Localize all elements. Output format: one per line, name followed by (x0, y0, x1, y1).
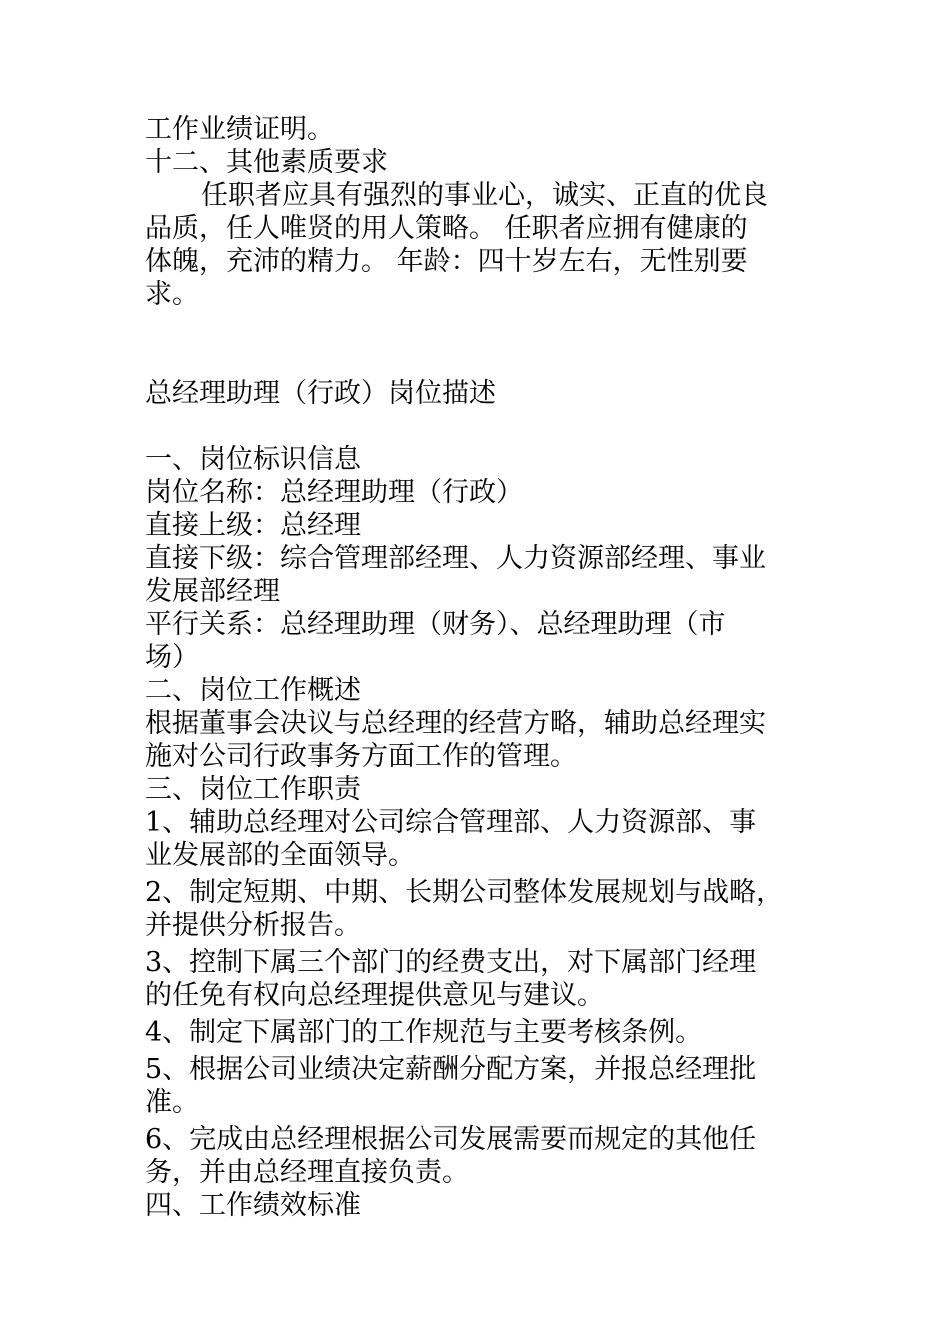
info-line: 直接上级：总经理 (145, 510, 361, 541)
duty-item (145, 1123, 835, 1189)
info-line: 发展部经理 (145, 576, 280, 607)
section-1-heading: 一、岗位标识信息 (145, 444, 361, 475)
duty-line: 5、根据公司业绩决定薪酬分配方案，并报总经理批 (145, 1054, 757, 1085)
duty-line: 6、完成由总经理根据公司发展需要而规定的其他任 (145, 1124, 757, 1155)
overview-line: 根据董事会决议与总经理的经营方略，辅助总经理实 (145, 708, 766, 739)
duty-item (145, 946, 835, 1012)
duty-line: 2、制定短期、中期、长期公司整体发展规划与战略， (145, 877, 784, 908)
duty-item (145, 1053, 835, 1119)
section-1-body (145, 476, 835, 674)
duty-item (145, 806, 835, 872)
section-4-heading: 四、工作绩效标准 (145, 1190, 361, 1221)
duty-line: 1、辅助总经理对公司综合管理部、人力资源部、事 (145, 807, 757, 838)
duty-line: 准。 (145, 1087, 199, 1118)
paragraph-line: 任职者应具有强烈的事业心，诚实、正直的优良 (201, 180, 768, 211)
paragraph-line: 品质，任人唯贤的用人策略。 任职者应拥有健康的 (145, 213, 748, 244)
section-12-paragraph (145, 179, 835, 311)
paragraph-line: 体魄，充沛的精力。 年龄：四十岁左右，无性别要 (145, 246, 748, 277)
duty-item (145, 876, 835, 942)
duty-line: 的任免有权向总经理提供意见与建议。 (145, 980, 604, 1011)
info-line: 平行关系：总经理助理（财务）、总经理助理（市 (145, 609, 726, 640)
document-page (145, 113, 835, 1222)
duty-line: 业发展部的全面领导。 (145, 840, 415, 871)
prev-section-tail-line: 工作业绩证明。 (145, 114, 334, 145)
duty-line: 3、控制下属三个部门的经费支出，对下属部门经理 (145, 947, 757, 978)
section-12-heading: 十二、其他素质要求 (145, 147, 388, 178)
info-line: 岗位名称：总经理助理（行政） (145, 477, 523, 508)
blank-space (145, 311, 835, 377)
section-2-heading: 二、岗位工作概述 (145, 675, 361, 706)
info-line: 直接下级：综合管理部经理、人力资源部经理、事业 (145, 543, 766, 574)
document-title: 总经理助理（行政）岗位描述 (145, 378, 496, 409)
duty-line: 并提供分析报告。 (145, 910, 361, 941)
duties-list (145, 806, 835, 1189)
duty-item (145, 1016, 835, 1049)
overview-line: 施对公司行政事务方面工作的管理。 (145, 741, 577, 772)
duty-line: 4、制定下属部门的工作规范与主要考核条例。 (145, 1017, 703, 1048)
duty-line: 务，并由总经理直接负责。 (145, 1157, 469, 1188)
info-line: 场） (145, 642, 199, 673)
blank-space (145, 410, 835, 443)
section-3-heading: 三、岗位工作职责 (145, 774, 361, 805)
section-2-body (145, 707, 835, 773)
paragraph-line: 求。 (145, 279, 199, 310)
